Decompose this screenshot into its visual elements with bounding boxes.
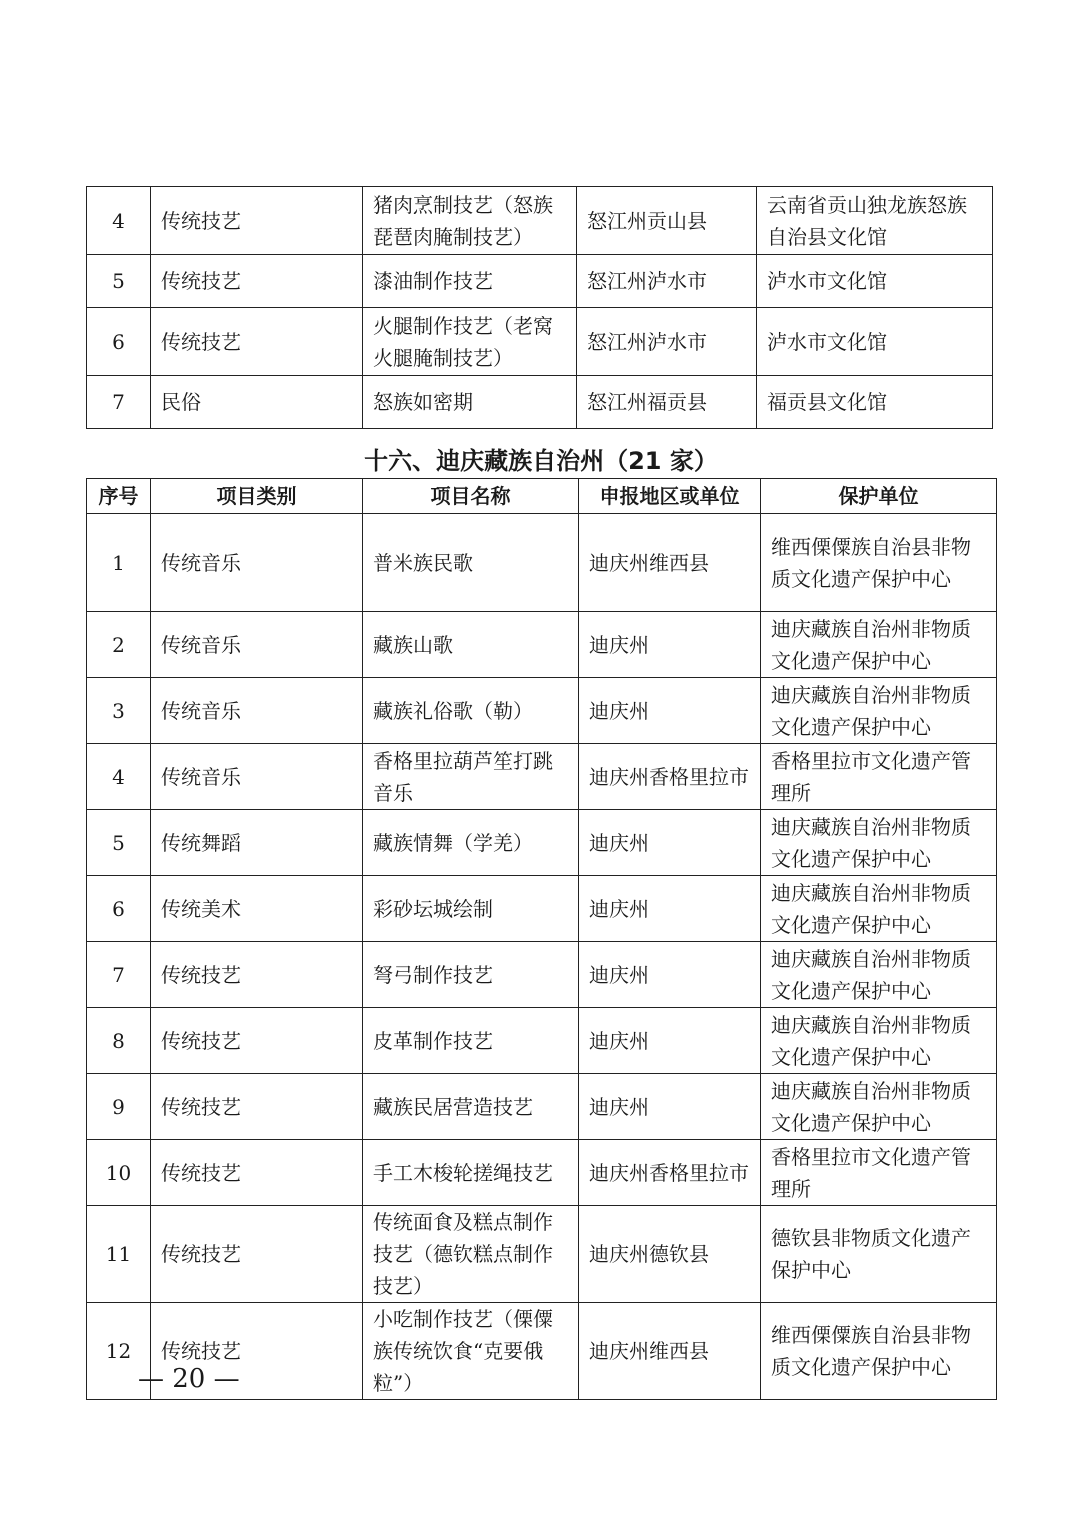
project-category: 传统音乐 xyxy=(151,744,363,810)
protection-unit: 迪庆藏族自治州非物质文化遗产保护中心 xyxy=(761,942,997,1008)
protection-unit: 云南省贡山独龙族怒族自治县文化馆 xyxy=(757,187,993,255)
row-number: 4 xyxy=(87,187,151,255)
heritage-project-table xyxy=(86,478,997,1400)
table-row xyxy=(87,255,993,308)
applicant-region: 迪庆州 xyxy=(579,1008,761,1074)
table-row xyxy=(87,1074,997,1140)
protection-unit: 迪庆藏族自治州非物质文化遗产保护中心 xyxy=(761,810,997,876)
table-header-row xyxy=(87,479,997,514)
table-row xyxy=(87,876,997,942)
continued-table xyxy=(86,186,993,429)
table-row xyxy=(87,187,993,255)
header-number: 序号 xyxy=(87,479,151,514)
applicant-region: 怒江州泸水市 xyxy=(577,308,757,376)
project-category: 传统技艺 xyxy=(151,1303,363,1400)
row-number: 12 xyxy=(87,1303,151,1400)
project-name: 手工木梭轮搓绳技艺 xyxy=(363,1140,579,1206)
table-row xyxy=(87,942,997,1008)
table-row xyxy=(87,1206,997,1303)
table-row xyxy=(87,744,997,810)
project-category: 传统技艺 xyxy=(151,1008,363,1074)
project-name: 火腿制作技艺（老窝火腿腌制技艺） xyxy=(363,308,577,376)
table-row xyxy=(87,308,993,376)
row-number: 6 xyxy=(87,876,151,942)
row-number: 5 xyxy=(87,810,151,876)
protection-unit: 泸水市文化馆 xyxy=(757,255,993,308)
protection-unit: 迪庆藏族自治州非物质文化遗产保护中心 xyxy=(761,1074,997,1140)
protection-unit: 德钦县非物质文化遗产保护中心 xyxy=(761,1206,997,1303)
project-name: 藏族民居营造技艺 xyxy=(363,1074,579,1140)
project-name: 怒族如密期 xyxy=(363,376,577,429)
project-name: 猪肉烹制技艺（怒族琵琶肉腌制技艺） xyxy=(363,187,577,255)
project-category: 传统技艺 xyxy=(151,187,363,255)
applicant-region: 迪庆州 xyxy=(579,810,761,876)
table-row xyxy=(87,678,997,744)
table-row xyxy=(87,514,997,612)
project-category: 传统技艺 xyxy=(151,308,363,376)
applicant-region: 怒江州泸水市 xyxy=(577,255,757,308)
applicant-region: 迪庆州 xyxy=(579,1074,761,1140)
header-region: 申报地区或单位 xyxy=(579,479,761,514)
protection-unit: 泸水市文化馆 xyxy=(757,308,993,376)
row-number: 11 xyxy=(87,1206,151,1303)
applicant-region: 迪庆州香格里拉市 xyxy=(579,744,761,810)
protection-unit: 香格里拉市文化遗产管理所 xyxy=(761,744,997,810)
table-row xyxy=(87,810,997,876)
header-unit: 保护单位 xyxy=(761,479,997,514)
project-name: 传统面食及糕点制作技艺（德钦糕点制作技艺） xyxy=(363,1206,579,1303)
applicant-region: 迪庆州 xyxy=(579,942,761,1008)
row-number: 7 xyxy=(87,376,151,429)
project-name: 小吃制作技艺（傈僳族传统饮食“克要俄粒”） xyxy=(363,1303,579,1400)
project-category: 传统美术 xyxy=(151,876,363,942)
table-row xyxy=(87,1140,997,1206)
applicant-region: 迪庆州 xyxy=(579,876,761,942)
protection-unit: 迪庆藏族自治州非物质文化遗产保护中心 xyxy=(761,876,997,942)
protection-unit: 维西傈僳族自治县非物质文化遗产保护中心 xyxy=(761,1303,997,1400)
protection-unit: 香格里拉市文化遗产管理所 xyxy=(761,1140,997,1206)
applicant-region: 迪庆州维西县 xyxy=(579,1303,761,1400)
project-name: 漆油制作技艺 xyxy=(363,255,577,308)
project-category: 传统技艺 xyxy=(151,942,363,1008)
row-number: 8 xyxy=(87,1008,151,1074)
project-name: 皮革制作技艺 xyxy=(363,1008,579,1074)
project-category: 传统舞蹈 xyxy=(151,810,363,876)
header-category: 项目类别 xyxy=(151,479,363,514)
project-category: 传统音乐 xyxy=(151,612,363,678)
project-name: 弩弓制作技艺 xyxy=(363,942,579,1008)
row-number: 3 xyxy=(87,678,151,744)
row-number: 2 xyxy=(87,612,151,678)
applicant-region: 怒江州贡山县 xyxy=(577,187,757,255)
project-category: 传统技艺 xyxy=(151,255,363,308)
project-name: 香格里拉葫芦笙打跳音乐 xyxy=(363,744,579,810)
header-name: 项目名称 xyxy=(363,479,579,514)
row-number: 7 xyxy=(87,942,151,1008)
project-category: 传统技艺 xyxy=(151,1206,363,1303)
table-row xyxy=(87,612,997,678)
row-number: 5 xyxy=(87,255,151,308)
applicant-region: 怒江州福贡县 xyxy=(577,376,757,429)
row-number: 4 xyxy=(87,744,151,810)
applicant-region: 迪庆州 xyxy=(579,612,761,678)
project-category: 传统技艺 xyxy=(151,1074,363,1140)
protection-unit: 维西傈僳族自治县非物质文化遗产保护中心 xyxy=(761,514,997,612)
applicant-region: 迪庆州香格里拉市 xyxy=(579,1140,761,1206)
project-name: 藏族礼俗歌（勒） xyxy=(363,678,579,744)
row-number: 6 xyxy=(87,308,151,376)
protection-unit: 福贡县文化馆 xyxy=(757,376,993,429)
project-name: 藏族山歌 xyxy=(363,612,579,678)
protection-unit: 迪庆藏族自治州非物质文化遗产保护中心 xyxy=(761,612,997,678)
project-name: 彩砂坛城绘制 xyxy=(363,876,579,942)
page-number: — 20 — xyxy=(138,1364,240,1394)
project-category: 传统音乐 xyxy=(151,678,363,744)
table-row xyxy=(87,1008,997,1074)
section-heading: 十六、迪庆藏族自治州（21 家） xyxy=(364,447,718,475)
protection-unit: 迪庆藏族自治州非物质文化遗产保护中心 xyxy=(761,1008,997,1074)
project-category: 民俗 xyxy=(151,376,363,429)
table-row xyxy=(87,376,993,429)
row-number: 10 xyxy=(87,1140,151,1206)
project-category: 传统技艺 xyxy=(151,1140,363,1206)
applicant-region: 迪庆州 xyxy=(579,678,761,744)
applicant-region: 迪庆州德钦县 xyxy=(579,1206,761,1303)
applicant-region: 迪庆州维西县 xyxy=(579,514,761,612)
project-category: 传统音乐 xyxy=(151,514,363,612)
project-name: 藏族情舞（学羌） xyxy=(363,810,579,876)
protection-unit: 迪庆藏族自治州非物质文化遗产保护中心 xyxy=(761,678,997,744)
row-number: 9 xyxy=(87,1074,151,1140)
project-name: 普米族民歌 xyxy=(363,514,579,612)
row-number: 1 xyxy=(87,514,151,612)
